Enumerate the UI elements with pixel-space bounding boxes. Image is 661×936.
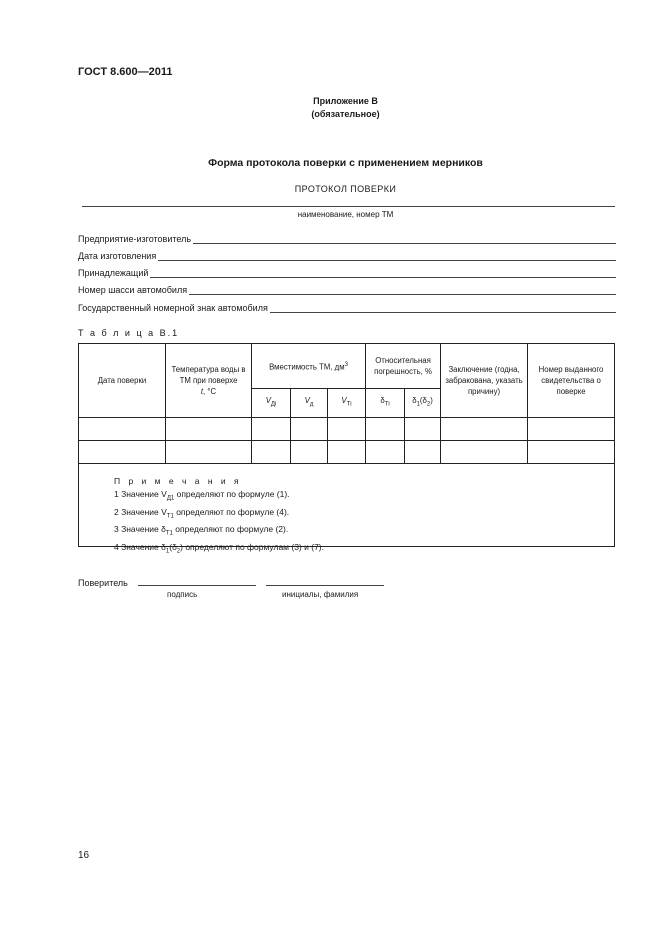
temperature-symbol: t	[200, 387, 204, 396]
note-index: Т1	[166, 513, 174, 520]
header-error: Относительная погрешность, %	[366, 344, 441, 389]
header-capacity	[252, 344, 366, 389]
header-v-d	[252, 389, 291, 418]
field-line	[189, 285, 616, 295]
signature-caption: подпись	[167, 590, 198, 599]
symbol: )	[430, 396, 433, 406]
note-index: 1	[165, 548, 170, 555]
protocol-title: ПРОТОКОЛ ПОВЕРКИ	[294, 184, 397, 194]
note-text: ) определяют по формулам (3) и (7).	[180, 542, 324, 553]
note-text: определяют по формуле (1).	[174, 489, 290, 499]
index: Тi	[384, 401, 390, 408]
field-label: Предприятие-изготовитель	[78, 234, 192, 244]
field-plate	[78, 301, 616, 313]
header-delta-t	[366, 389, 405, 418]
index: 1	[416, 401, 420, 408]
field-line	[193, 234, 616, 244]
note-text: 1 Значение V	[114, 489, 167, 499]
header-temperature	[166, 344, 252, 418]
standard-number: ГОСТ 8.600—2011	[78, 66, 173, 78]
symbol: δ	[412, 396, 417, 406]
field-label: Номер шасси автомобиля	[78, 285, 188, 295]
field-owner	[78, 266, 616, 278]
name-caption: наименование, номер ТМ	[297, 210, 394, 219]
note-text: (δ	[169, 542, 177, 553]
header-v-d2	[291, 389, 328, 418]
page-number: 16	[78, 850, 90, 861]
index: 2	[426, 401, 431, 408]
note-text: определяют по формуле (2).	[172, 524, 289, 535]
field-label: Принадлежащий	[78, 268, 149, 278]
field-label: Дата изготовления	[78, 251, 157, 261]
field-manufacturer	[78, 232, 616, 244]
index: Тi	[346, 401, 352, 408]
field-manufacture-date	[78, 249, 616, 261]
table-row	[79, 418, 615, 441]
verifier-label: Поверитель	[78, 578, 128, 588]
name-line	[82, 206, 615, 207]
note-item	[114, 506, 324, 524]
index: д	[309, 401, 314, 408]
field-line	[158, 251, 616, 261]
field-line	[150, 268, 616, 278]
field-line	[270, 303, 616, 313]
temperature-unit: , °C	[203, 387, 217, 396]
header-conclusion: Заключение (годна, забракована, указать причину)	[441, 344, 528, 418]
symbol: V	[265, 396, 271, 406]
note-item	[114, 488, 324, 506]
symbol: V	[341, 396, 347, 406]
capacity-exp: 3	[344, 361, 348, 368]
note-index: Д1	[166, 495, 175, 502]
field-chassis	[78, 283, 616, 295]
header-certificate: Номер выданного свидетельства о поверке	[528, 344, 615, 418]
appendix-title: Приложение В	[313, 96, 378, 106]
note-item	[114, 541, 324, 559]
initials-caption: инициалы, фамилия	[282, 590, 359, 599]
note-text: 4 Значение δ	[114, 542, 166, 553]
name-line	[266, 585, 384, 586]
capacity-label: Вместимость ТМ, дм	[269, 362, 345, 372]
note-index: Т1	[165, 531, 173, 538]
header-v-t	[328, 389, 366, 418]
appendix-header	[0, 95, 661, 121]
symbol: δ	[380, 396, 385, 406]
note-item	[114, 523, 324, 541]
note-text: 3 Значение δ	[114, 524, 166, 535]
temperature-label: Температура воды в ТМ при поверхе	[171, 365, 246, 385]
appendix-type: (обязательное)	[311, 109, 380, 119]
symbol: V	[304, 396, 310, 406]
symbol: (δ	[419, 396, 427, 406]
table-row	[79, 441, 615, 464]
form-heading: Форма протокола поверки с применением мерников	[208, 157, 483, 169]
signature-line	[138, 585, 256, 586]
notes-title: П р и м е ч а н и я	[114, 476, 242, 486]
note-text: определяют по формуле (4).	[173, 506, 290, 517]
header-delta-12	[405, 389, 441, 418]
field-label: Государственный номерной знак автомобиля	[78, 303, 268, 313]
header-date: Дата поверки	[79, 344, 166, 418]
table-caption: Т а б л и ц а В.1	[78, 328, 180, 338]
notes	[114, 475, 324, 559]
index: Дi	[270, 401, 277, 408]
note-text: 2 Значение V	[114, 506, 167, 517]
note-index: 2	[176, 548, 181, 555]
